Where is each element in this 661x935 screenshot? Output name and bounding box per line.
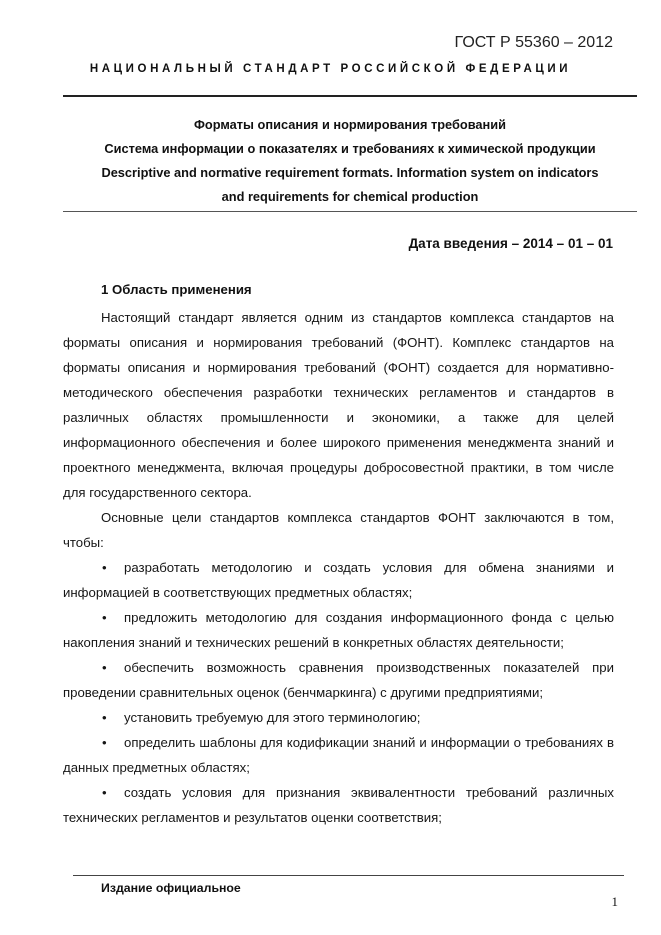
list-item xyxy=(63,730,614,780)
title-ru-1: Форматы описания и нормирования требований xyxy=(193,117,507,132)
title-en-2: and requirements for chemical production xyxy=(221,189,479,204)
section-heading: 1 Область применения xyxy=(101,282,252,297)
footer-divider xyxy=(73,875,624,876)
list-item-text: определить шаблоны для кодификации знаний и информации о требованиях в данных предметных областях; xyxy=(63,735,614,775)
list-item xyxy=(63,605,614,655)
list-item-text: обеспечить возможность сравнения производственных показателей при проведении сравнительных оценок (бенчмаркинга) с другими предприятиями; xyxy=(63,660,614,700)
list-item-text: предложить методологию для создания информационного фонда с целью накопления знаний и технических решений в конкретных областях деятельности; xyxy=(63,610,614,650)
national-standard-banner: НАЦИОНАЛЬНЫЙ СТАНДАРТ РОССИЙСКОЙ ФЕДЕРАЦИИ xyxy=(89,63,572,75)
list-item xyxy=(63,780,614,830)
page-number: 1 xyxy=(611,894,618,909)
document-titles xyxy=(63,113,637,209)
bullet-icon: • xyxy=(102,660,107,675)
list-item-text: разработать методологию и создать условия для обмена знаниями и информацией в соответствующих предметных областях; xyxy=(63,560,614,600)
list-item-text: установить требуемую для этого терминологию; xyxy=(124,710,421,725)
bullet-icon: • xyxy=(102,785,107,800)
bullet-icon: • xyxy=(102,560,107,575)
list-item-text: создать условия для признания эквивалентности требований различных технических регламентов и результатов оценки соответствия; xyxy=(63,785,614,825)
bullet-icon: • xyxy=(102,710,107,725)
standard-number: ГОСТ Р 55360 – 2012 xyxy=(454,34,613,51)
bullet-icon: • xyxy=(102,735,107,750)
list-item xyxy=(63,705,614,730)
title-divider xyxy=(63,211,637,212)
paragraph-2: Основные цели стандартов комплекса стандартов ФОНТ заключаются в том, чтобы: xyxy=(63,510,614,550)
effective-date: Дата введения – 2014 – 01 – 01 xyxy=(408,236,613,251)
goals-list xyxy=(63,555,614,830)
paragraph-1: Настоящий стандарт является одним из стандартов комплекса стандартов на форматы описания и нормирования требований (ФОНТ). Комплекс стандартов на форматы описания и нормирования требований (ФОНТ) создается для нормативно-методического обеспечения разработки технических регламентов и стандартов в различных областях промышленности и экономики, а также для целей информационного обеспечения и более широкого применения менеджмента знаний и проектного менеджмента, включая процедуры добросовестной практики, в том числе для государственного сектора. xyxy=(63,310,614,500)
list-item xyxy=(63,555,614,605)
list-item xyxy=(63,655,614,705)
title-ru-2: Система информации о показателях и требованиях к химической продукции xyxy=(104,141,596,156)
section-body xyxy=(63,305,614,555)
header-divider xyxy=(63,95,637,97)
title-en-1: Descriptive and normative requirement formats. Information system on indicators xyxy=(101,165,599,180)
official-edition-label: Издание официальное xyxy=(101,881,241,895)
bullet-icon: • xyxy=(102,610,107,625)
